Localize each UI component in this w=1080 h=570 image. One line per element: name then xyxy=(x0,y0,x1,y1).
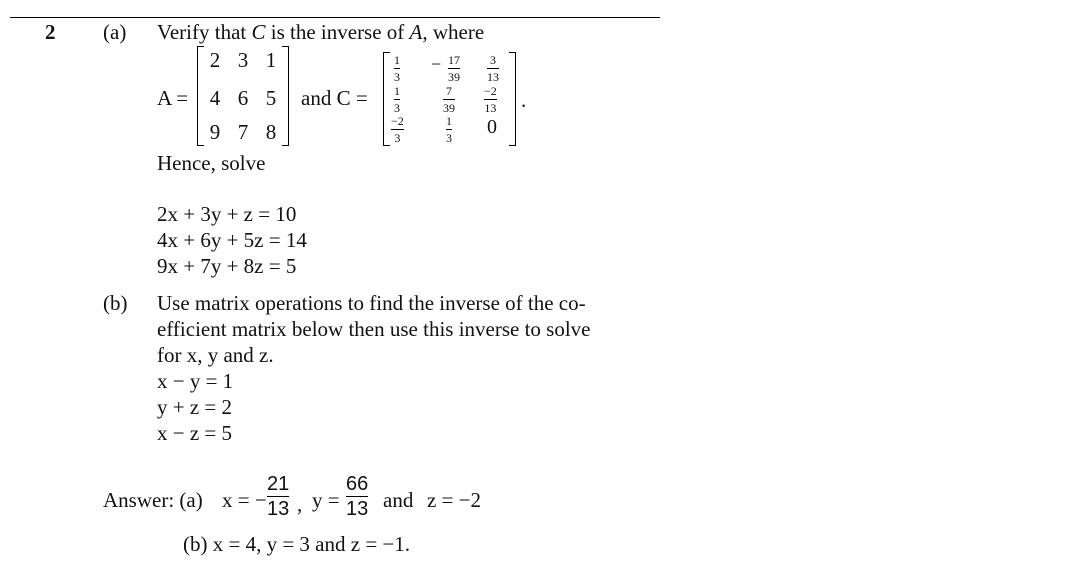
matrix-c-entry: 7 39 xyxy=(443,84,455,115)
question-number: 2 xyxy=(45,20,56,44)
hence-text: Hence, solve xyxy=(157,151,266,175)
matrix-a-cell: 7 xyxy=(237,120,249,144)
equation-a-3: 9x + 7y + 8z = 5 xyxy=(157,254,297,278)
matrix-a-cell: 5 xyxy=(265,86,277,110)
part-b-line-1: Use matrix operations to find the inverse of the co- xyxy=(157,291,586,315)
part-b-line-2: efficient matrix below then use this inverse to solve xyxy=(157,317,591,341)
part-b-label: (b) xyxy=(103,291,128,315)
matrix-period: . xyxy=(521,88,527,112)
answer-x-fraction: 21 13 xyxy=(267,473,290,520)
matrix-c-entry: 17 39 xyxy=(448,53,460,84)
matrix-c xyxy=(383,52,516,146)
answer-x-prefix: x = − xyxy=(222,488,267,512)
matrix-a-label: A = xyxy=(157,86,189,110)
answer-label: Answer: (a) xyxy=(103,488,203,512)
equation-b-2: y + z = 2 xyxy=(157,395,233,419)
matrix-a-cell: 6 xyxy=(237,86,249,110)
matrix-c-minus: − xyxy=(431,54,442,74)
answer-and: and xyxy=(383,488,414,512)
matrix-c-entry: 1 3 xyxy=(394,84,400,115)
matrix-c-entry: 1 3 xyxy=(446,114,452,145)
equation-b-3: x − z = 5 xyxy=(157,421,233,445)
part-a-label: (a) xyxy=(103,20,127,44)
matrix-a-cell: 4 xyxy=(209,86,221,110)
answer-b: (b) x = 4, y = 3 and z = −1. xyxy=(183,532,411,556)
equation-b-1: x − y = 1 xyxy=(157,369,234,393)
matrix-c-entry: −2 3 xyxy=(391,114,404,145)
answer-y-prefix: y = xyxy=(312,488,340,512)
matrix-c-entry: 3 13 xyxy=(487,53,499,84)
part-a-intro: Verify that C is the inverse of A, where xyxy=(157,20,485,44)
answer-y-fraction: 66 13 xyxy=(346,473,369,520)
matrix-c-entry: 0 xyxy=(487,116,497,138)
answer-comma: , xyxy=(297,492,303,516)
matrix-c-entry: 1 3 xyxy=(394,53,400,84)
matrix-a-cell: 3 xyxy=(237,48,249,72)
part-b-line-3: for x, y and z. xyxy=(157,343,274,367)
top-rule xyxy=(10,17,660,18)
matrix-a-cell: 8 xyxy=(265,120,277,144)
equation-a-1: 2x + 3y + z = 10 xyxy=(157,202,297,226)
answer-z: z = −2 xyxy=(427,488,482,512)
matrix-a-cell: 9 xyxy=(209,120,221,144)
equation-a-2: 4x + 6y + 5z = 14 xyxy=(157,228,307,252)
matrix-a xyxy=(197,46,289,146)
matrix-a-cell: 2 xyxy=(209,48,221,72)
matrix-c-label: and C = xyxy=(301,86,368,110)
matrix-c-entry: −2 13 xyxy=(484,84,497,115)
matrix-a-cell: 1 xyxy=(265,48,277,72)
